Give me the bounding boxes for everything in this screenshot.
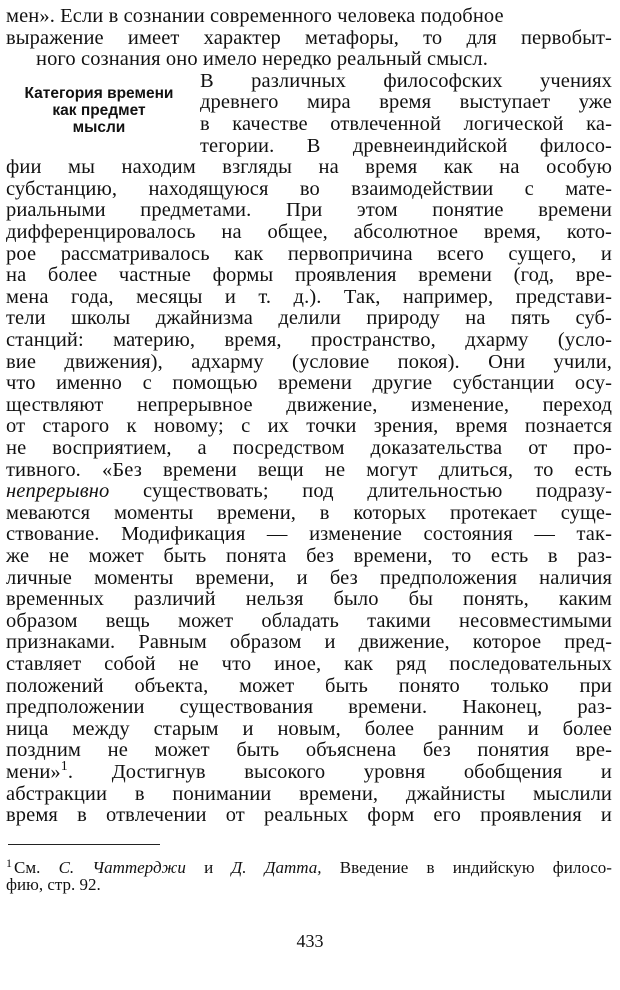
footnote-reference: 1: [60, 759, 68, 774]
text-line: время в отвлечении от реальных форм его проявления и: [6, 804, 612, 827]
text-line: предположении существования времени. Наконец, раз-: [6, 696, 612, 719]
text-line: признаками. Равным образом и движение, которое пред-: [6, 631, 612, 654]
page-number: 433: [296, 931, 324, 951]
italic-word: непрерывно: [6, 480, 110, 503]
text-line: дифференцировалось на общее, абсолютное время, кото-: [6, 221, 612, 243]
text-line: положений объекта, может быть понято только при: [6, 674, 612, 697]
text-line: станций: материю, время, пространство, дхарму (усло-: [6, 329, 612, 351]
text-line: тели школы джайнизма делили природу на пять суб-: [6, 307, 612, 330]
text-line: вие движения), адхарму (условие покоя). Они учили,: [6, 350, 612, 373]
text-line: меваются моменты времени, в которых протекает суще-: [6, 501, 612, 524]
text-line: мена года, месяцы и т. д.). Так, например, представи-: [6, 285, 612, 308]
text-line: поздним не может быть объяснена без понятия вре-: [6, 739, 612, 762]
footnote-author: Д. Датта,: [231, 858, 322, 877]
text-span: существовать; под длительностью подразу-: [109, 480, 612, 503]
text-span: мени»: [6, 761, 61, 783]
text-line: древнего мира время выступает уже: [200, 91, 612, 114]
text-line: тегории. В древнеиндийской филосо-: [200, 134, 612, 157]
text-line: субстанцию, находящуюся во взаимодействии с мате-: [6, 177, 612, 200]
text-line: тивного. «Без времени вещи не могут длиться, то есть: [6, 458, 612, 481]
margin-heading-line: Категория времени: [24, 84, 174, 102]
text-line: риальными предметами. При этом понятие времени: [6, 199, 612, 222]
text-line: от старого к новому; с их точки зрения, время познается: [6, 415, 612, 438]
text-line: личные моменты времени, и без предположения наличия: [6, 566, 612, 589]
text-line: ставляет собой не что иное, как ряд последовательных: [6, 653, 612, 675]
text-span: . Достигнув высокого уровня обобщения и: [67, 761, 612, 783]
footnote-line: [6, 852, 612, 877]
text-line: временных различий нельзя было бы понять, каким: [6, 588, 612, 611]
footnote-author: С. Чаттерджи: [58, 858, 186, 877]
text-line: рое рассматривалось как первопричина всего сущего, и: [6, 242, 612, 265]
footnote-line: фию, стр. 92.: [6, 875, 101, 894]
text-line: абстракции в понимании времени, джайнисты мыслили: [6, 782, 612, 805]
text-line: же не может быть понята без времени, то есть в раз-: [6, 545, 612, 567]
margin-heading-line: мысли: [72, 118, 126, 136]
text-line: выражение имеет характер метафоры, то для первобыт-: [6, 26, 612, 49]
footnote-text: и: [185, 858, 232, 877]
text-line: [6, 481, 612, 503]
text-line: образом вещь может обладать такими несовместимыми: [6, 609, 612, 632]
footnote-text: Введение в индийскую филосо-: [321, 858, 612, 877]
footnote-mark: 1: [6, 856, 12, 870]
text-line: ного сознания оно имело нередко реальный смысл.: [36, 48, 488, 71]
text-line: на более частные формы проявления времени (год, вре-: [6, 264, 612, 287]
text-line: ществляют непрерывное движение, изменение, переход: [6, 393, 612, 416]
text-line: не восприятием, а посредством доказательства от про-: [6, 437, 612, 459]
text-line: мен». Если в сознании современного человека подобное: [6, 5, 504, 27]
text-line: фии мы находим взгляды на время как на особую: [6, 156, 612, 179]
text-line: что именно с помощью времени другие субстанции осу-: [6, 372, 612, 395]
margin-heading: [4, 85, 194, 136]
text-line: ница между старым и новым, более ранним и более: [6, 717, 612, 740]
text-line: ствование. Модификация — изменение состояния — так-: [6, 523, 612, 546]
text-line: [6, 759, 612, 784]
margin-heading-line: как предмет: [52, 101, 146, 119]
footnote-divider: [8, 844, 160, 845]
text-line: в качестве отвлеченной логической ка-: [200, 113, 612, 135]
text-line: В различных философских учениях: [200, 69, 612, 92]
footnote-text: См.: [14, 858, 59, 877]
